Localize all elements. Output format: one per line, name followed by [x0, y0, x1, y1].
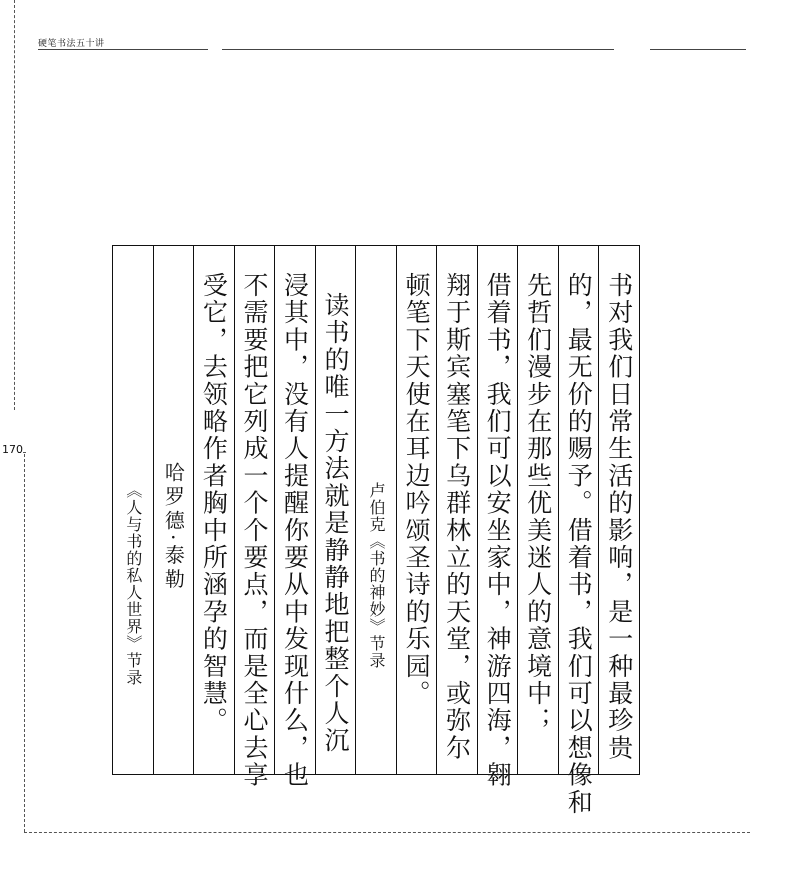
- grid-column: [193, 246, 234, 774]
- grid-column: [234, 246, 275, 789]
- left-margin-line: [14, 0, 15, 410]
- column-text: 的，最无价的赐予。借着书，我们可以想像和: [564, 272, 594, 816]
- grid-column: [558, 246, 599, 816]
- grid-column: [153, 246, 194, 774]
- source-attribution: 卢伯克《书的神妙》节录: [367, 482, 387, 669]
- source-attribution: 《人与书的私人世界》节录: [123, 482, 143, 686]
- grid-column: [355, 246, 396, 774]
- column-text: 借着书，我们可以安坐家中，神游四海，翱: [483, 272, 513, 789]
- header-rule: [222, 49, 614, 50]
- grid-column: [436, 246, 477, 774]
- page-number: 170: [2, 443, 23, 456]
- bottom-margin-line: [24, 832, 750, 833]
- column-text: 不需要把它列成一个个要点，而是全心去享: [239, 272, 269, 789]
- left-margin-line: [24, 454, 25, 832]
- header-rule: [38, 49, 208, 50]
- column-text: 翔于斯宾塞笔下乌群林立的天堂，或弥尔: [442, 272, 472, 762]
- grid-column: [315, 246, 356, 774]
- header-title: 硬笔书法五十讲: [38, 39, 105, 49]
- grid-column: [274, 246, 315, 789]
- column-text: 受它，去领略作者胸中所涵孕的智慧。: [199, 272, 229, 735]
- grid-column: [517, 246, 558, 774]
- header-rule: [650, 49, 746, 50]
- grid-column: [598, 246, 639, 774]
- grid-column: [396, 246, 437, 774]
- grid-column: [113, 246, 153, 774]
- column-text: 读书的唯一方法就是静静地把整个人沉: [321, 292, 351, 755]
- column-text: 书对我们日常生活的影响，是一种最珍贵: [604, 272, 634, 762]
- column-text: 浸其中，没有人提醒你要从中发现什么，也: [280, 272, 310, 789]
- grid-column: [477, 246, 518, 789]
- calligraphy-grid: [112, 245, 640, 816]
- column-text: 顿笔下天使在耳边吟颂圣诗的乐园。: [402, 272, 432, 708]
- author-attribution: 哈罗德·泰勒: [161, 462, 186, 593]
- column-text: 先哲们漫步在那些优美迷人的意境中；: [523, 272, 553, 735]
